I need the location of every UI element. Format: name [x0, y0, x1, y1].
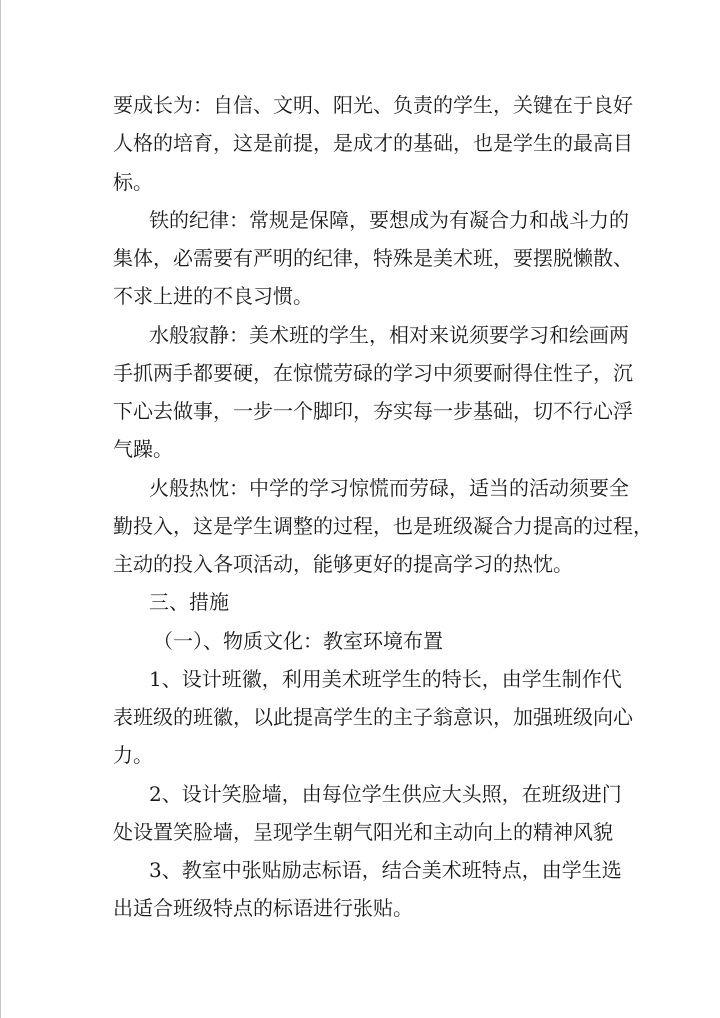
text-line: 人格的培育，这是前提，是成才的基础，也是学生的最高目: [113, 131, 633, 156]
subsection-heading: （一）、物质文化：教室环境布置: [153, 628, 443, 653]
text-line: 手抓两手都要硬，在惊慌劳碌的学习中须要耐得住性子，沉: [113, 360, 633, 385]
text-line: 不求上进的不良习惯。: [113, 284, 313, 309]
paragraph-start-line: 水般寂静：美术班的学生，相对来说须要学习和绘画两: [149, 322, 629, 347]
paragraph-start-line: 铁的纪律：常规是保障，要想成为有凝合力和战斗力的: [149, 207, 629, 232]
paragraph-start-line: 2、设计笑脸墙，由每位学生供应大头照，在班级进门: [149, 781, 622, 806]
text-line: 主动的投入各项活动，能够更好的提高学习的热忱。: [113, 552, 573, 576]
text-line: 勤投入，这是学生调整的过程，也是班级凝合力提高的过程，: [113, 513, 653, 538]
paragraph-start-line: 3、教室中张贴励志标语，结合美术班特点，由学生选: [149, 858, 622, 882]
text-line: 力。: [113, 743, 153, 768]
paragraph-start-line: 1、设计班徽，利用美术班学生的特长，由学生制作代: [149, 666, 622, 691]
text-line: 出适合班级特点的标语进行张贴。: [113, 896, 413, 921]
document-body: [113, 86, 653, 928]
text-line: 要成长为：自信、文明、阳光、负责的学生，关键在于良好: [113, 93, 633, 117]
text-line: 表班级的班徽，以此提高学生的主子翁意识，加强班级向心: [113, 705, 633, 729]
text-line: 处设置笑脸墙，呈现学生朝气阳光和主动向上的精神风貌: [113, 819, 613, 844]
text-line: 标。: [113, 169, 153, 194]
text-line: 下心去做事，一步一个脚印，夯实每一步基础，切不行心浮: [113, 399, 633, 423]
section-heading: 三、措施: [149, 590, 229, 615]
paragraph-start-line: 火般热忱：中学的学习惊慌而劳碌，适当的活动须要全: [149, 475, 629, 500]
text-line: 集体，必需要有严明的纪律，特殊是美术班，要摆脱懒散、: [113, 246, 633, 270]
text-line: 气躁。: [113, 437, 173, 462]
